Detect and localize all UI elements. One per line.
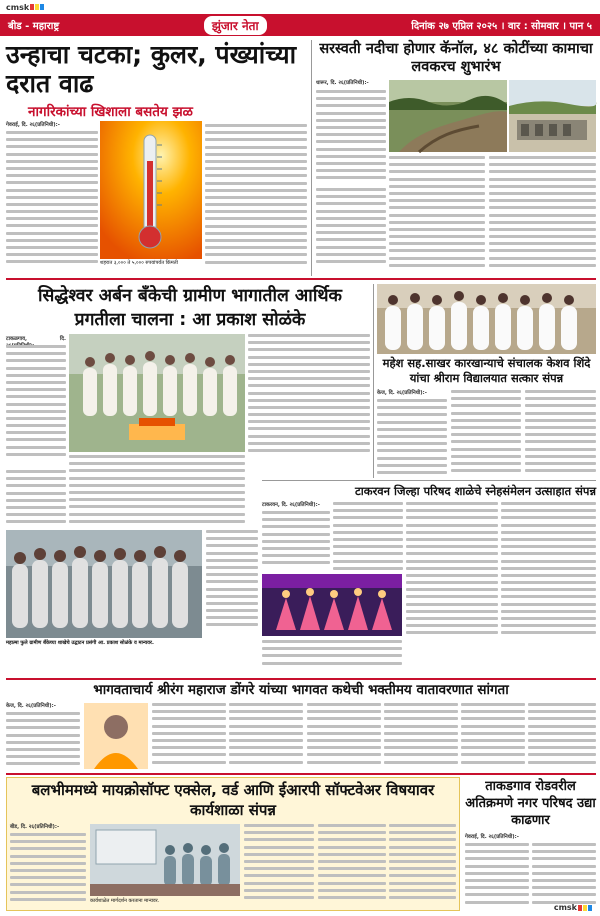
school-body-lines4 [501, 502, 596, 636]
publisher-logo: cmsk [6, 3, 44, 12]
sugar-dateline: केज, दि. २६(प्रतिनिधी):- [377, 390, 427, 396]
road-body-lines2 [532, 843, 596, 907]
heat-subhead: नागरिकांच्या खिशाला बसतेय झळ [28, 104, 193, 120]
bhagwat-dateline: केज, दि. २६(प्रतिनिधी):- [6, 703, 56, 709]
canal-body-lines1 [316, 90, 386, 186]
bank-photo-inauguration [69, 334, 245, 452]
footer-logo: cmsk [554, 903, 592, 912]
bank-body-lines3 [69, 455, 245, 527]
dateline: दिनांक २७ एप्रिल २०२५ । वार : सोमवार । पान ५ [411, 21, 592, 32]
bank-photo-group [6, 530, 202, 638]
school-body-lines3 [406, 502, 498, 636]
excel-body-lines4 [389, 824, 456, 908]
excel-photo-workshop [90, 824, 240, 896]
newspaper-brand: झुंजार नेता [204, 16, 267, 35]
bhagwat-body-lines3 [229, 703, 303, 769]
sugar-photo-felicitation [377, 284, 596, 354]
bhagwat-body-lines5 [384, 703, 458, 769]
canal-photo-river [389, 80, 507, 152]
divider [6, 678, 596, 680]
bank-body-lines1 [6, 345, 66, 465]
canal-body-lines3 [489, 156, 596, 274]
page-header-bar [0, 14, 600, 36]
bank-body-lines5 [206, 530, 258, 638]
school-headline: टाकरवन जिल्हा परिषद शाळेचे स्नेहसंमेलन उत्साहात संपन्न [354, 484, 596, 498]
road-dateline: गेवराई, दि. २६(प्रतिनिधी):- [465, 834, 519, 840]
bank-body-lines2 [248, 334, 370, 464]
road-body-lines1 [465, 843, 529, 907]
excel-photo-caption: कार्यशाळेत मार्गदर्शन करताना मान्यवर. [90, 898, 160, 904]
school-body-lines1 [262, 511, 330, 571]
masthead-topbar [0, 0, 600, 14]
canal-photo-dam [509, 80, 596, 152]
sugar-body-lines3 [525, 390, 596, 477]
canal-body-lines2 [389, 156, 485, 274]
excel-headline: बलभीममध्ये मायक्रोसॉफ्ट एक्सेल, वर्ड आणि ईआरपी सॉफ्टवेअर विषयावर कार्यशाळा संपन्न [31, 781, 435, 819]
sugar-body-lines1 [377, 399, 447, 477]
excel-body-lines3 [318, 824, 386, 908]
excel-body-lines2 [244, 824, 314, 908]
heat-body-col1: गेवराई, दि. २६(प्रतिनिधी):- [6, 122, 60, 128]
bhagwat-headline: भागवताचार्य श्रीरंग महाराज डोंगरे यांच्या भागवत कथेची भक्तीमय वातावरणात सांगता [93, 682, 509, 698]
school-body-lines2 [333, 502, 403, 572]
section-label: बीड - महाराष्ट्र [8, 21, 60, 32]
sugar-body-lines2 [451, 390, 521, 477]
canal-headline: सरस्वती नदीचा होणार कॅनॉल, ४८ कोटींच्या कामाचा लवकरच शुभारंभ [319, 41, 593, 75]
bhagwat-photo [84, 703, 148, 769]
divider [311, 40, 312, 276]
bhagwat-body-lines7 [528, 703, 596, 769]
bank-photo-caption: महात्मा फुले ग्रामीण बँकेच्या शाखेचे उद्घाटन प्रसंगी आ. प्रकाश सोळंके व मान्यवर. [6, 640, 154, 646]
heat-body-lines2 [205, 124, 307, 274]
heat-photo-thermometer [100, 121, 202, 259]
canal-dateline: धारूर, दि. २६(प्रतिनिधी):- [316, 80, 369, 86]
school-body-lines5 [262, 640, 402, 674]
bhagwat-body-lines6 [461, 703, 525, 769]
road-headline: ताकडगाव रोडवरील अतिक्रमणे नगर परिषद उद्या काढणार [465, 779, 596, 828]
divider [6, 773, 596, 775]
bhagwat-body-lines1 [6, 712, 80, 770]
heat-photo-caption: शहरात ३,००० ते ५,००० रुपयांपर्यंत किंमती [100, 260, 178, 266]
divider [373, 284, 374, 478]
school-dateline: टाकरवन, दि. २६(प्रतिनिधी):- [262, 502, 320, 508]
divider [262, 480, 596, 481]
canal-body-lines4 [316, 188, 386, 274]
excel-dateline: बीड, दि. २६(प्रतिनिधी):- [10, 824, 60, 830]
school-photo-stage [262, 574, 402, 636]
bank-dateline: टाकळगाव, दि. [6, 336, 66, 342]
bhagwat-body-lines4 [307, 703, 381, 769]
excel-body-lines1 [10, 833, 86, 909]
divider [6, 278, 596, 280]
bank-body-lines4 [6, 470, 66, 526]
heat-body-lines1 [6, 131, 98, 273]
bhagwat-body-lines2 [152, 703, 226, 769]
bank-headline: सिद्धेश्वर अर्बन बँकेची ग्रामीण भागातील आर्थिक प्रगतीला चालना : आ प्रकाश सोळंके [38, 286, 342, 330]
heat-headline: उन्हाचा चटका; कुलर, पंख्यांच्या दरात वाढ [6, 40, 297, 98]
sugar-headline: महेश सह.साखर कारखान्याचे संचालक केशव शिंदे यांचा श्रीराम विद्यालयात सत्कार संपन्न [382, 356, 591, 385]
